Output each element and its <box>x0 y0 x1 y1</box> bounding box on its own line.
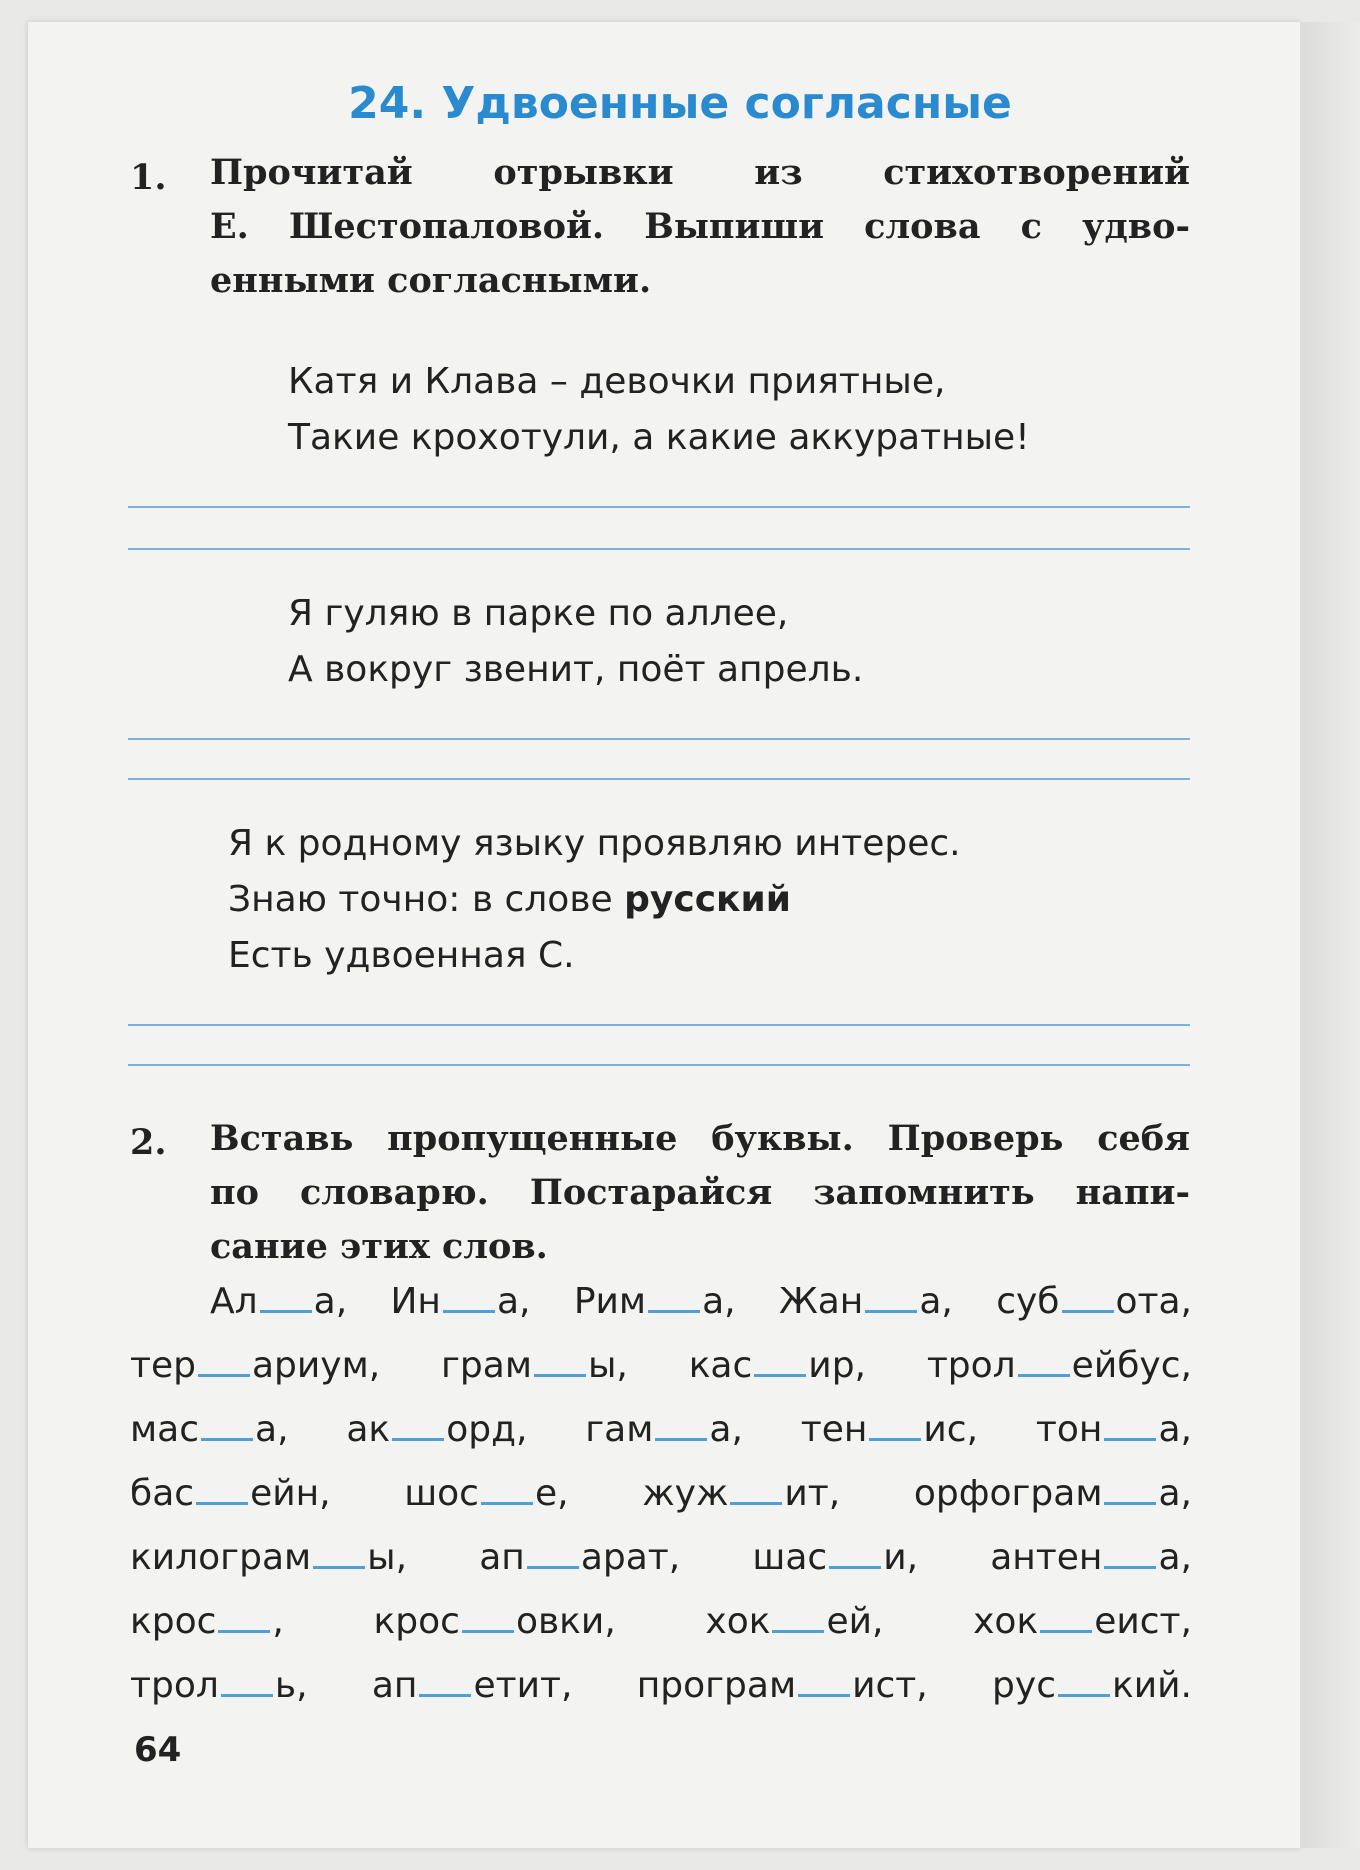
fill-word: Ал а, <box>210 1281 348 1322</box>
book-spine <box>1300 22 1360 1848</box>
blank-field[interactable] <box>829 1536 881 1569</box>
fill-word: жуж ит, <box>642 1473 841 1514</box>
blank-field[interactable] <box>754 1344 806 1377</box>
blank-field[interactable] <box>462 1600 514 1633</box>
blank-field[interactable] <box>1018 1344 1070 1377</box>
answer-line[interactable] <box>128 548 1190 550</box>
poem-line: Такие крохотули, а какие аккуратные! <box>288 417 1030 458</box>
fill-in-word-list <box>130 1280 1192 1728</box>
fill-word: Жан а, <box>778 1281 953 1322</box>
fill-word: хок ей, <box>705 1601 884 1642</box>
task-2-line: Вставь пропущенные буквы. Проверь себя <box>210 1118 1190 1159</box>
blank-field[interactable] <box>869 1408 921 1441</box>
fill-word: мас а, <box>130 1409 289 1450</box>
task-2-instructions <box>210 1112 1190 1274</box>
blank-field[interactable] <box>1040 1600 1092 1633</box>
word-line <box>130 1344 1192 1408</box>
poem-line <box>228 872 961 928</box>
answer-line[interactable] <box>128 506 1190 508</box>
answer-line[interactable] <box>128 1064 1190 1066</box>
blank-field[interactable] <box>392 1408 444 1441</box>
task-1-instructions <box>210 146 1190 308</box>
fill-word: шос е, <box>404 1473 569 1514</box>
fill-word: суб ота, <box>996 1281 1192 1322</box>
task-1-line: Прочитай отрывки из стихотворений <box>210 152 1190 193</box>
blank-field[interactable] <box>218 1600 270 1633</box>
blank-field[interactable] <box>798 1664 850 1697</box>
blank-field[interactable] <box>443 1280 495 1313</box>
blank-field[interactable] <box>260 1280 312 1313</box>
poem-line: Катя и Клава – девочки приятные, <box>288 361 946 402</box>
fill-word: крос овки, <box>373 1601 616 1642</box>
word-line <box>130 1536 1192 1600</box>
answer-line[interactable] <box>128 778 1190 780</box>
fill-word: антен а, <box>990 1537 1192 1578</box>
blank-field[interactable] <box>730 1472 782 1505</box>
blank-field[interactable] <box>196 1472 248 1505</box>
fill-word: рус кий. <box>992 1665 1192 1706</box>
word-line <box>130 1280 1192 1344</box>
blank-field[interactable] <box>201 1408 253 1441</box>
fill-word: Ин а, <box>390 1281 531 1322</box>
poem-line: Есть удвоенная С. <box>228 935 575 976</box>
blank-field[interactable] <box>534 1344 586 1377</box>
fill-word: хок еист, <box>973 1601 1192 1642</box>
task-1-line: Е. Шестопаловой. Выпиши слова с удво- <box>210 206 1190 247</box>
fill-word: орфограм а, <box>913 1473 1192 1514</box>
blank-field[interactable] <box>655 1408 707 1441</box>
fill-word: кас ир, <box>688 1345 866 1386</box>
blank-field[interactable] <box>313 1536 365 1569</box>
fill-word: Рим а, <box>573 1281 736 1322</box>
fill-word: тер ариум, <box>130 1345 381 1386</box>
poem-excerpt-3 <box>228 816 961 984</box>
poem-line: Я к родному языку проявляю интерес. <box>228 823 961 864</box>
poem-line: А вокруг звенит, поёт апрель. <box>288 649 864 690</box>
fill-word: ап етит, <box>371 1665 573 1706</box>
word-line <box>130 1472 1192 1536</box>
fill-word: гам а, <box>585 1409 743 1450</box>
poem-excerpt-2 <box>288 586 863 698</box>
blank-field[interactable] <box>1104 1408 1156 1441</box>
fill-word: крос , <box>130 1601 284 1642</box>
task-2-line: сание этих слов. <box>210 1226 548 1267</box>
blank-field[interactable] <box>198 1344 250 1377</box>
fill-word: шас и, <box>752 1537 919 1578</box>
word-line <box>130 1600 1192 1664</box>
blank-field[interactable] <box>1104 1536 1156 1569</box>
fill-word: програм ист, <box>636 1665 928 1706</box>
blank-field[interactable] <box>865 1280 917 1313</box>
blank-field[interactable] <box>1104 1472 1156 1505</box>
fill-word: грам ы, <box>441 1345 628 1386</box>
bold-word: русский <box>624 879 791 920</box>
blank-field[interactable] <box>1062 1280 1114 1313</box>
fill-word: тен ис, <box>800 1409 979 1450</box>
blank-field[interactable] <box>481 1472 533 1505</box>
blank-field[interactable] <box>527 1536 579 1569</box>
task-2-number: 2. <box>130 1122 167 1163</box>
fill-word: трол ь, <box>130 1665 308 1706</box>
blank-field[interactable] <box>772 1600 824 1633</box>
answer-line[interactable] <box>128 1024 1190 1026</box>
fill-word: тон а, <box>1035 1409 1192 1450</box>
fill-word: ап арат, <box>479 1537 681 1578</box>
fill-word: бас ейн, <box>130 1473 331 1514</box>
blank-field[interactable] <box>419 1664 471 1697</box>
task-2-line: по словарю. Постарайся запомнить напи- <box>210 1172 1190 1213</box>
blank-field[interactable] <box>221 1664 273 1697</box>
task-1-number: 1. <box>130 157 167 198</box>
fill-word: килограм ы, <box>130 1537 408 1578</box>
page-number: 64 <box>134 1730 182 1770</box>
poem-excerpt-1 <box>288 354 1030 466</box>
answer-line[interactable] <box>128 738 1190 740</box>
fill-word: ак орд, <box>346 1409 528 1450</box>
poem-line: Я гуляю в парке по аллее, <box>288 593 789 634</box>
fill-word: трол ейбус, <box>926 1345 1192 1386</box>
blank-field[interactable] <box>648 1280 700 1313</box>
poem-line-text: Знаю точно: в слове <box>228 879 625 920</box>
task-1-line: енными согласными. <box>210 260 652 301</box>
word-line <box>130 1408 1192 1472</box>
blank-field[interactable] <box>1058 1664 1110 1697</box>
page-title: 24. Удвоенные согласные <box>348 78 1012 129</box>
word-line <box>130 1664 1192 1728</box>
